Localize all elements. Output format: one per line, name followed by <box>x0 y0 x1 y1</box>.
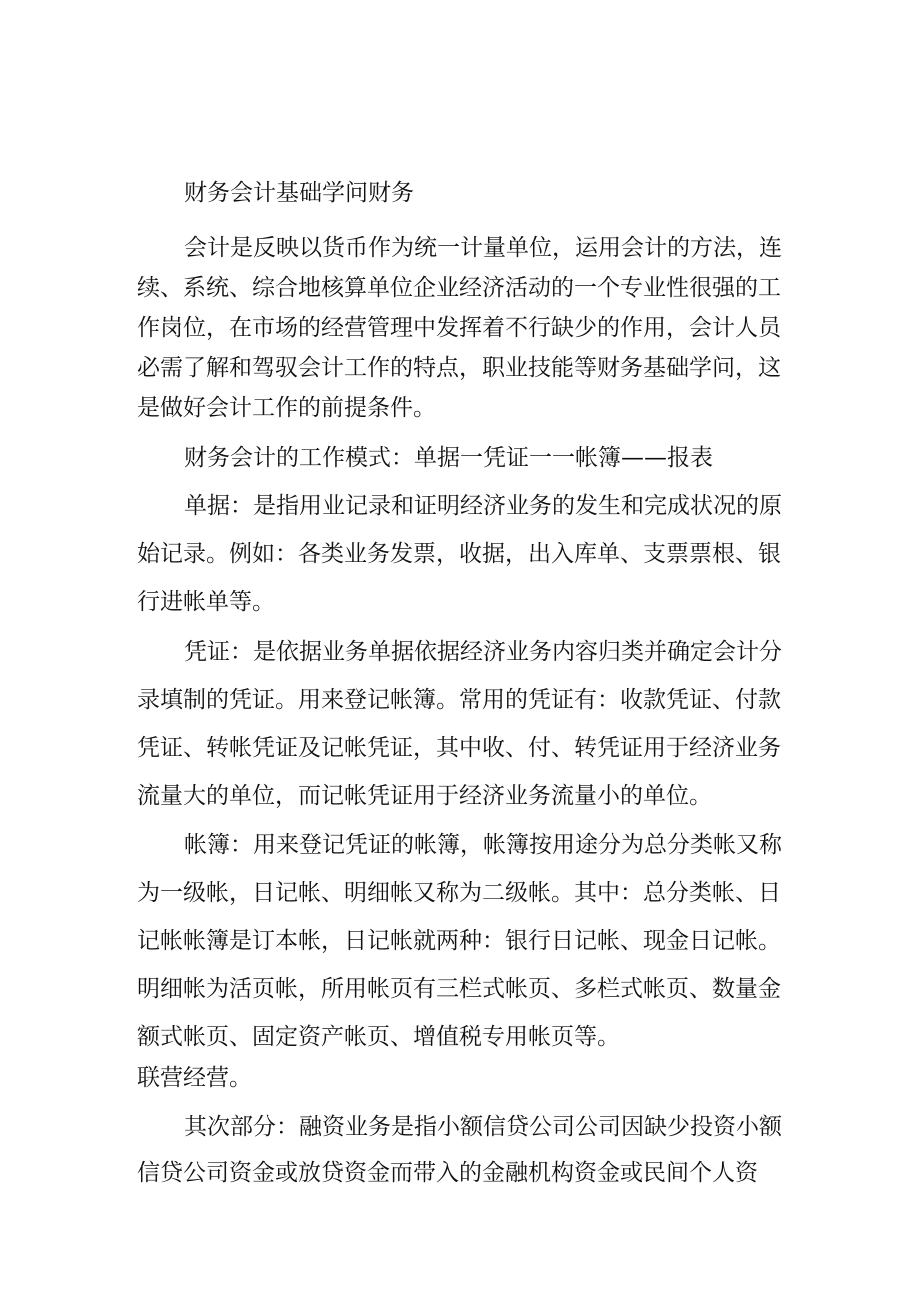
paragraph-line: 凭证：是依据业务单据依据经济业务内容归类并确定会计分 <box>184 639 782 665</box>
paragraph-line: 始记录。例如：各类业务发票，收据，出入库单、支票票根、银 <box>137 541 781 567</box>
paragraph-line: 必需了解和驾驭会计工作的特点，职业技能等财务基础学问，这 <box>137 355 781 381</box>
paragraph-line: 为一级帐，日记帐、明细帐又称为二级帐。其中：总分类帐、日 <box>137 880 781 906</box>
paragraph-line: 是做好会计工作的前提条件。 <box>137 395 436 421</box>
paragraph-line: 额式帐页、固定资产帐页、增值税专用帐页等。 <box>137 1024 620 1050</box>
paragraph-line: 其次部分：融资业务是指小额信贷公司公司因缺少投资小额 <box>184 1114 782 1140</box>
fragment-line: 联营经营。 <box>137 1065 252 1091</box>
paragraph-line: 明细帐为活页帐，所用帐页有三栏式帐页、多栏式帐页、数量金 <box>137 976 781 1002</box>
paragraph-line: 续、系统、综合地核算单位企业经济活动的一个专业性很强的工 <box>137 275 781 301</box>
document-title: 财务会计基础学问财务 <box>184 180 414 206</box>
paragraph-line: 凭证、转帐凭证及记帐凭证，其中收、付、转凭证用于经济业务 <box>137 735 781 761</box>
paragraph-line: 流量大的单位，而记帐凭证用于经济业务流量小的单位。 <box>137 783 712 809</box>
paragraph-line: 会计是反映以货币作为统一计量单位，运用会计的方法，连 <box>184 235 782 261</box>
work-mode-line: 财务会计的工作模式：单据一凭证一一帐簿——报表 <box>184 445 713 471</box>
paragraph-line: 作岗位，在市场的经营管理中发挥着不行缺少的作用，会计人员 <box>137 315 781 341</box>
paragraph-line: 记帐帐簿是订本帐，日记帐就两种：银行日记帐、现金日记帐。 <box>137 928 781 954</box>
paragraph-line: 录填制的凭证。用来登记帐簿。常用的凭证有：收款凭证、付款 <box>137 687 781 713</box>
paragraph-line: 帐簿：用来登记凭证的帐簿，帐簿按用途分为总分类帐又称 <box>184 832 782 858</box>
paragraph-line: 信贷公司资金或放贷资金而带入的金融机构资金或民间个人资 <box>137 1160 758 1186</box>
paragraph-line: 行进帐单等。 <box>137 589 275 615</box>
paragraph-line: 单据：是指用业记录和证明经济业务的发生和完成状况的原 <box>184 493 782 519</box>
